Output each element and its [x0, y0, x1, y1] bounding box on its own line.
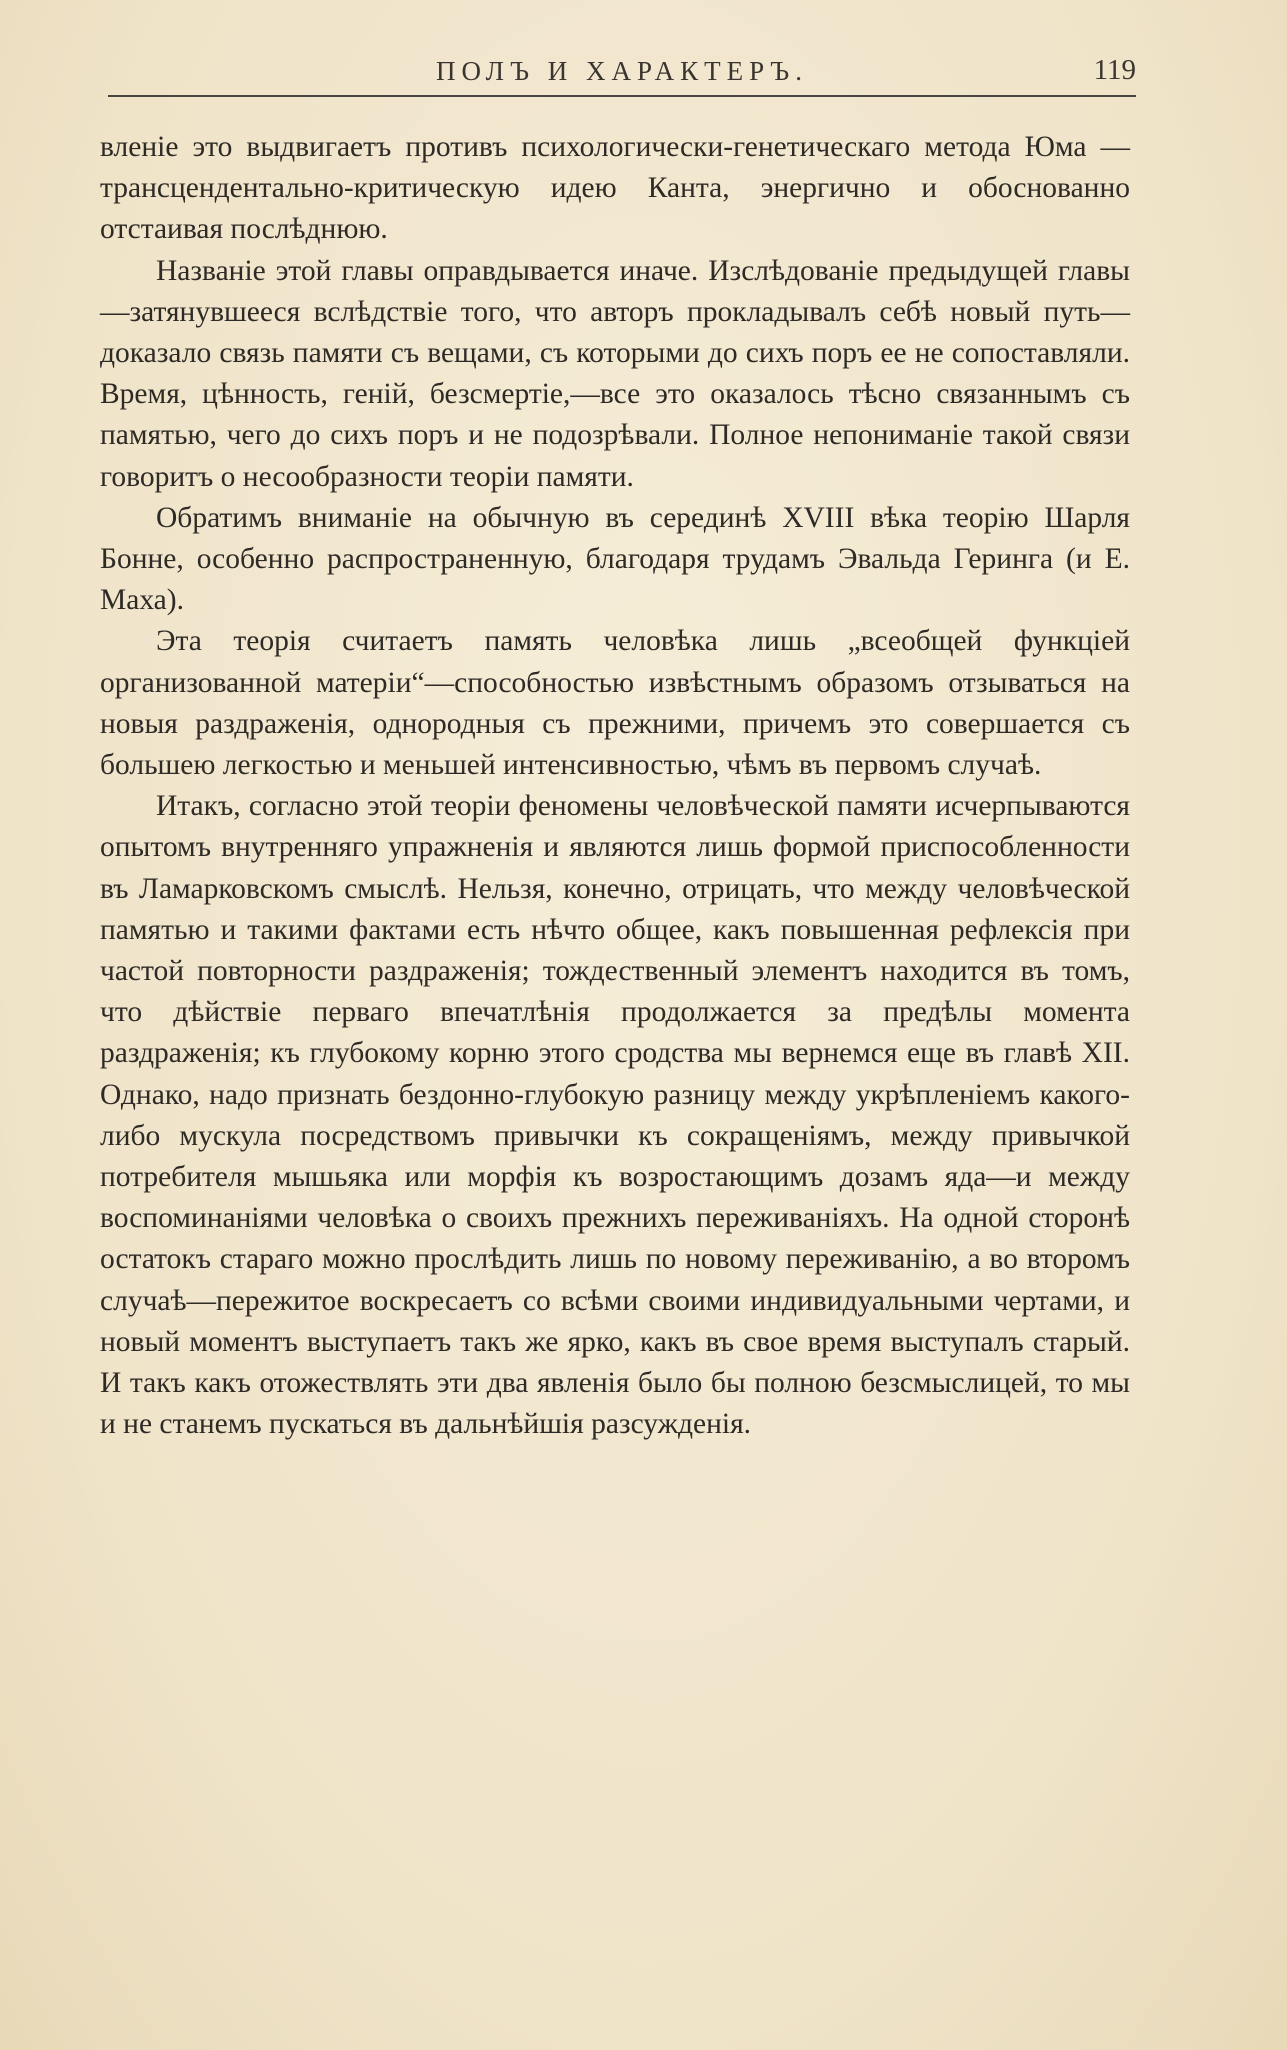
header-rule: [108, 95, 1136, 97]
paragraph-continuation: вленіе это выдвигаетъ противъ психологически-генетическаго метода Юма — трансцендентально-критическую идею Канта, энергично и обоснованно отстаивая послѣднюю.: [100, 131, 1130, 246]
paragraph-memory-function: Эта теорія считаетъ память человѣка лишь „всеобщей функціей организованной матеріи“—способностью извѣстнымъ образомъ отзываться на новыя раздраженія, однородныя съ прежними, причемъ это совершается съ большею легкостью и меньшей интенсивностью, чѣмъ въ первомъ случаѣ.: [100, 625, 1130, 782]
body-text: [100, 127, 1130, 1446]
page-number: 119: [1093, 54, 1136, 86]
paragraph-chapter-title: Названіе этой главы оправдывается иначе. Изслѣдованіе предыдущей главы—затянувшееся вслѣдствіе того, что авторъ прокладывалъ себѣ новый путь—доказало связь памяти съ вещами, съ которыми до сихъ поръ ее не сопоставляли. Время, цѣнность, геній, безсмертіе,—все это оказалось тѣсно связаннымъ съ памятью, чего до сихъ поръ и не подозрѣвали. Полное непониманіе такой связи говоритъ о несообразности теоріи памяти.: [100, 254, 1130, 493]
running-title: ПОЛЪ И ХАРАКТЕРЪ.: [436, 56, 808, 86]
paragraph-bonnet-theory: Обратимъ вниманіе на обычную въ серединѣ XVIII вѣка теорію Шарля Бонне, особенно распространенную, благодаря трудамъ Эвальда Геринга (и Е. Маха).: [100, 501, 1130, 617]
paragraph-conclusion: Итакъ, согласно этой теоріи феномены человѣческой памяти исчерпываются опытомъ внутренняго упражненія и являются лишь формой приспособленности въ Ламарковскомъ смыслѣ. Нельзя, конечно, отрицать, что между человѣческой памятью и такими фактами есть нѣчто общее, какъ повышенная рефлексія при частой повторности раздраженія; тождественный элементъ находится въ томъ, что дѣйствіе перваго впечатлѣнія продолжается за предѣлы момента раздраженія; къ глубокому корню этого сродства мы вернемся еще въ главѣ XII. Однако, надо признать бездонно-глубокую разницу между укрѣпленіемъ какого-либо мускула посредствомъ привычки къ сокращеніямъ, между привычкой потребителя мышьяка или морфія къ возростающимъ дозамъ яда—и между воспоминаніями человѣка о своихъ прежнихъ переживаніяхъ. На одной сторонѣ остатокъ стараго можно прослѣдить лишь по новому переживанію, а во второмъ случаѣ—пережитое воскресаетъ со всѣми своими индивидуальными чертами, и новый моментъ выступаетъ такъ же ярко, какъ въ свое время выступалъ старый. И такъ какъ отожествлять эти два явленія было бы полною безсмыслицей, то мы и не станемъ пускаться въ дальнѣйшія разсужденія.: [100, 790, 1130, 1441]
running-head: [108, 52, 1136, 98]
